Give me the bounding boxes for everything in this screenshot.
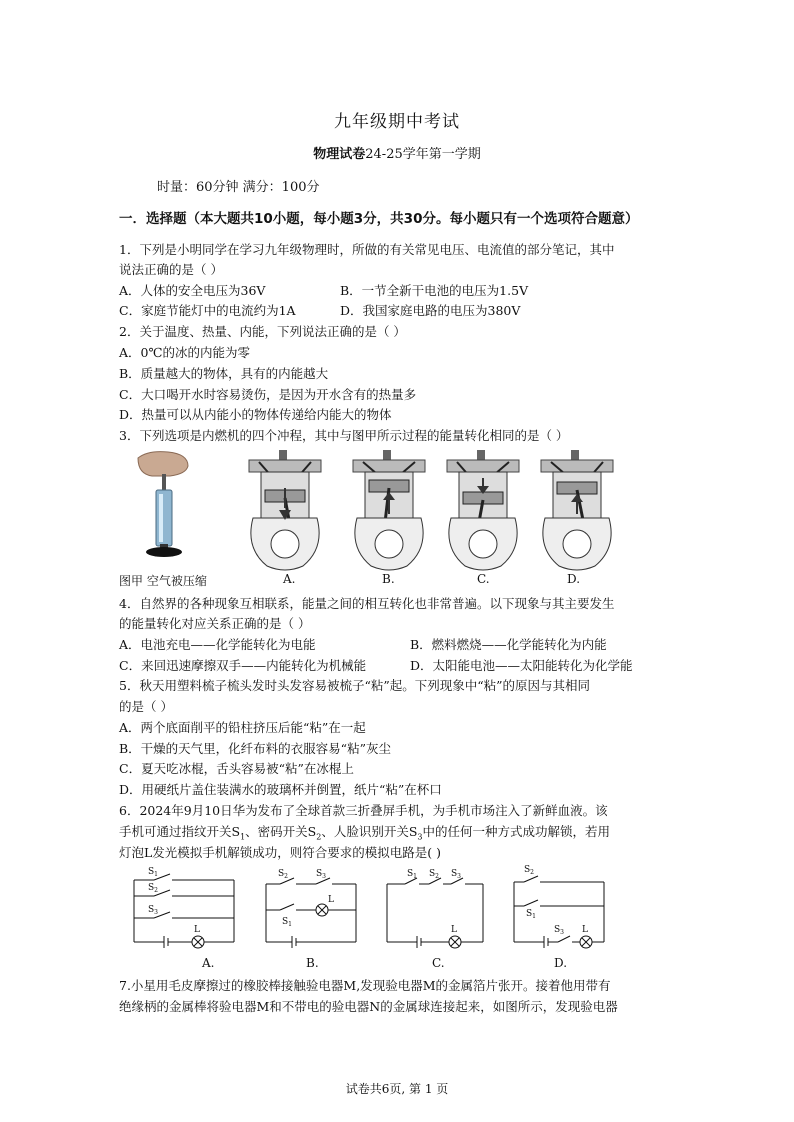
- q4-option-d: D．太阳能电池——太阳能转化为化学能: [410, 658, 633, 673]
- q6-sub-2: 2: [316, 832, 322, 842]
- q1-stem-2: 说法正确的是（ ）: [119, 262, 223, 277]
- q6-label-c: C.: [432, 956, 445, 970]
- circuit-a: [130, 862, 240, 952]
- q5-option-c: C．夏天吃冰棍，舌头容易被“粘”在冰棍上: [119, 761, 354, 776]
- q2-option-a: A．0℃的冰的内能为零: [119, 345, 250, 360]
- q4-option-c: C．来回迅速摩擦双手——内能转化为机械能: [119, 658, 367, 673]
- circuit-d-lamp-label: L: [582, 925, 588, 935]
- circuit-a-lamp-label: L: [194, 925, 200, 935]
- circuit-c-s1-label: $S_1$: [407, 869, 417, 880]
- circuit-c-s2-label: $S_2$: [429, 869, 439, 880]
- q3-label-c: C.: [477, 572, 490, 586]
- q6-sub-1: 1: [240, 832, 246, 842]
- engine-stroke-c: [441, 448, 525, 574]
- page-footer: 试卷共6页, 第 1 页: [345, 1082, 449, 1096]
- q1-option-a: A．人体的安全电压为36V: [119, 283, 266, 298]
- engine-stroke-b: [347, 448, 431, 574]
- q5-option-b: B．干燥的天气里，化纤布料的衣服容易“粘”灰尘: [119, 741, 391, 756]
- q4-option-a: A．电池充电——化学能转化为电能: [119, 637, 316, 652]
- q7-line-1: 7.小星用毛皮摩擦过的橡胶棒接触验电器M,发现验电器M的金属箔片张开。接着他用带有: [119, 978, 611, 993]
- q2-option-d: D．热量可以从内能小的物体传递给内能大的物体: [119, 407, 392, 422]
- circuit-b-s3-label: $S_3$: [316, 869, 326, 880]
- q6-stem-1: 6．2024年9月10日华为发布了全球首款三折叠屏手机，为手机市场注入了新鲜血液。该: [119, 803, 608, 818]
- q2-option-b: B．质量越大的物体，具有的内能越大: [119, 366, 329, 381]
- q1-option-b: B．一节全新干电池的电压为1.5V: [340, 283, 529, 298]
- q6-label-a: A.: [202, 956, 215, 970]
- engine-stroke-d: [535, 448, 619, 574]
- exam-subtitle: [0, 143, 794, 162]
- q6-stem-2d: 中的任何一种方式成功解锁，若用: [422, 824, 611, 839]
- q4-stem-1: 4．自然界的各种现象互相联系，能量之间的相互转化也非常普遍。以下现象与其主要发生: [119, 596, 615, 611]
- q1-option-c: C．家庭节能灯中的电流约为1A: [119, 303, 296, 318]
- q6-stem-2b: 、密码开关S: [245, 824, 317, 839]
- q6-stem-3: 灯泡L发光模拟手机解锁成功，则符合要求的模拟电路是( ): [119, 845, 442, 860]
- subtitle-term: 24-25学年第一学期: [365, 147, 481, 162]
- q2-option-c: C．大口喝开水时容易烫伤，是因为开水含有的热量多: [119, 387, 417, 402]
- q5-option-a: A．两个底面削平的铅柱挤压后能“粘”在一起: [119, 720, 366, 735]
- subtitle-subject: 物理试卷: [313, 147, 366, 162]
- circuit-b-lamp-label: L: [328, 895, 334, 905]
- q6-label-d: D.: [554, 956, 568, 970]
- circuit-c: [383, 862, 489, 952]
- circuit-d-s3-label: $S_3$: [554, 925, 564, 936]
- q5-stem-2: 的是（ ）: [119, 699, 173, 714]
- q6-label-b: B.: [306, 956, 319, 970]
- q3-label-d: D.: [567, 572, 581, 586]
- circuit-c-lamp-label: L: [451, 925, 457, 935]
- q6-stem-2a: 手机可通过指纹开关S: [119, 824, 241, 839]
- q6-stem-2c: 、人脸识别开关S: [321, 824, 418, 839]
- circuit-b: [262, 862, 362, 952]
- q5-option-d: D．用硬纸片盖住装满水的玻璃杯并倒置，纸片“粘”在杯口: [119, 782, 442, 797]
- circuit-a-s3-label: $S_3$: [148, 905, 158, 916]
- q3-stem: 3．下列选项是内燃机的四个冲程，其中与图甲所示过程的能量转化相同的是（ ）: [119, 428, 569, 443]
- q2-stem: 2．关于温度、热量、内能，下列说法正确的是（ ）: [119, 324, 406, 339]
- section-heading: 一．选择题（本大题共10小题，每小题3分，共30分。每小题只有一个选项符合题意）: [119, 211, 639, 227]
- q4-option-b: B．燃料燃烧——化学能转化为内能: [410, 637, 607, 652]
- q4-stem-2: 的能量转化对应关系正确的是（ ）: [119, 616, 311, 631]
- exam-title: 九年级期中考试: [334, 112, 460, 132]
- fig-jia-caption: 图甲 空气被压缩: [119, 574, 207, 588]
- circuit-c-s3-label: $S_3$: [451, 869, 461, 880]
- circuit-b-s2-label: $S_2$: [278, 869, 288, 880]
- engine-stroke-a: [243, 448, 327, 574]
- q1-stem-1: 1．下列是小明同学在学习九年级物理时，所做的有关常见电压、电流值的部分笔记，其中: [119, 242, 615, 257]
- q6-sub-3: 3: [417, 832, 423, 842]
- q3-label-a: A.: [283, 572, 296, 586]
- q1-option-d: D．我国家庭电路的电压为380V: [340, 303, 521, 318]
- air-pump-figure: [130, 448, 200, 560]
- circuit-d-s2-label: $S_2$: [524, 865, 534, 876]
- circuit-d: [510, 862, 610, 952]
- exam-meta: 时量：60分钟 满分：100分: [157, 180, 320, 195]
- circuit-d-s1-label: $S_1$: [526, 909, 536, 920]
- q5-stem-1: 5．秋天用塑料梳子梳头发时头发容易被梳子“粘”起。下列现象中“粘”的原因与其相同: [119, 678, 591, 693]
- q3-label-b: B.: [382, 572, 395, 586]
- circuit-b-s1-label: $S_1$: [282, 917, 292, 928]
- circuit-a-s1-label: $S_1$: [148, 867, 158, 878]
- circuit-a-s2-label: $S_2$: [148, 883, 158, 894]
- q7-line-2: 绝缘柄的金属棒将验电器M和不带电的验电器N的金属球连接起来，如图所示，发现验电器: [119, 999, 618, 1014]
